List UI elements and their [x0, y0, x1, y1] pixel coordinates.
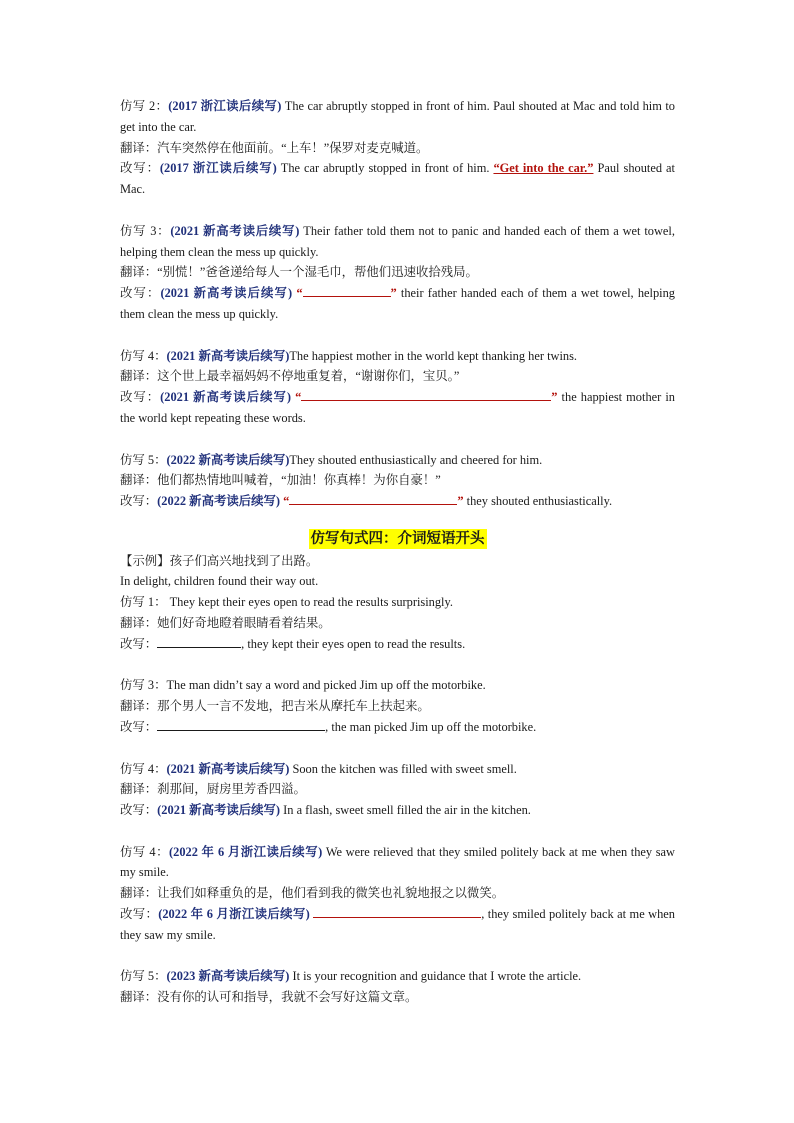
exercise-block-5	[120, 450, 675, 512]
source-tag: (2017 浙江读后续写)	[159, 161, 277, 176]
exercise-sentence	[120, 96, 675, 138]
exercise-block-4	[120, 346, 675, 429]
exercise-label: 仿写 3：	[120, 223, 171, 238]
source-tag: (2021 新高考读后续写)	[157, 803, 281, 818]
rewrite-label: 改写：	[120, 286, 161, 301]
fill-in-blank[interactable]	[157, 635, 241, 648]
translation-line	[120, 138, 675, 159]
exercise-label: 仿写 3：	[120, 678, 167, 693]
source-tag: (2022 新高考读后续写)	[166, 452, 290, 467]
close-quote: ”	[457, 494, 464, 509]
translation-label: 翻译：	[120, 369, 158, 384]
exercise-block-2	[120, 96, 675, 200]
rewrite-line	[120, 717, 675, 738]
close-quote: ”	[390, 286, 397, 301]
exercise-label: 仿写 2：	[120, 99, 169, 113]
close-quote: ”	[551, 390, 558, 405]
rewrite-label: 改写：	[120, 907, 159, 922]
rewrite-line	[120, 491, 675, 512]
example-english: In delight, children found their way out.	[120, 574, 319, 589]
open-quote: “	[283, 494, 290, 509]
section-heading-wrap	[120, 529, 675, 550]
exercise-block-p4b	[120, 842, 675, 946]
original-sentence: The car abruptly stopped in front of him. Paul shouted at Mac and told him to get into the car.	[120, 99, 675, 134]
source-tag: (2023 新高考读后续写)	[166, 969, 290, 984]
section-heading: 仿写句式四：介词短语开头	[310, 530, 485, 547]
exercise-label: 仿写 5：	[120, 969, 167, 984]
translation-label: 翻译：	[120, 990, 158, 1005]
fill-in-blank[interactable]	[313, 905, 481, 918]
exercise-label: 仿写 5：	[120, 452, 167, 467]
rewrite-text: the happiest mother in the world kept repeating these words.	[120, 390, 675, 425]
fill-in-blank[interactable]	[303, 284, 391, 297]
translation-line	[120, 366, 675, 387]
translation-line	[120, 883, 675, 904]
rewrite-label: 改写：	[120, 803, 158, 818]
exercise-block-p3	[120, 675, 675, 737]
original-sentence: They kept their eyes open to read the results surprisingly.	[166, 595, 453, 610]
exercise-sentence	[120, 346, 675, 367]
rewrite-label: 改写：	[120, 719, 158, 734]
rewrite-text: Paul shouted at Mac.	[120, 161, 675, 197]
fill-in-blank[interactable]	[301, 388, 551, 401]
open-quote: “	[296, 286, 303, 301]
exercise-block-p5	[120, 966, 675, 1008]
source-tag: (2017 浙江读后续写)	[168, 99, 282, 113]
exercise-block-p4a	[120, 759, 675, 821]
translation-text: 他们都热情地叫喊着，“加油！你真棒！为你自豪！”	[157, 473, 441, 488]
translation-line	[120, 696, 675, 717]
exercise-sentence	[120, 966, 675, 987]
example-block	[120, 551, 675, 655]
translation-label: 翻译：	[120, 782, 158, 797]
rewrite-text: they shouted enthusiastically.	[463, 494, 613, 509]
source-tag: (2021 新高考读后续写)	[160, 390, 291, 405]
translation-label: 翻译：	[120, 615, 158, 630]
open-quote: “	[295, 390, 302, 405]
rewrite-line	[120, 387, 675, 429]
exercise-sentence	[120, 759, 675, 780]
rewrite-line	[120, 634, 675, 655]
example-chinese-line	[120, 551, 675, 572]
original-sentence: Their father told them not to panic and handed each of them a wet towel, helping them clean the mess up quickly.	[120, 223, 675, 259]
rewrite-label: 改写：	[120, 636, 158, 651]
original-sentence: Soon the kitchen was filled with sweet smell.	[289, 761, 517, 776]
highlighted-quote: “Get into the car.”	[493, 161, 594, 176]
exercise-label: 仿写 4：	[120, 761, 167, 776]
translation-label: 翻译：	[120, 886, 158, 901]
rewrite-text: , they smiled politely back at me when they saw my smile.	[120, 907, 675, 942]
exercise-block-3	[120, 221, 675, 325]
original-sentence: They shouted enthusiastically and cheered for him.	[289, 452, 543, 467]
example-label: 【示例】	[120, 553, 170, 568]
exercise-sentence	[120, 450, 675, 471]
exercise-sentence	[120, 221, 675, 263]
translation-line	[120, 987, 675, 1008]
original-sentence: The man didn’t say a word and picked Jim up off the motorbike.	[166, 678, 486, 693]
source-tag: (2021 新高考读后续写)	[166, 761, 290, 776]
original-sentence: We were relieved that they smiled politely back at me when they saw my smile.	[120, 844, 675, 880]
translation-text: “别慌！”爸爸递给每人一个湿毛巾，帮他们迅速收拾残局。	[157, 265, 478, 280]
translation-text: 汽车突然停在他面前。“上车！”保罗对麦克喊道。	[157, 140, 429, 155]
translation-text: 刹那间，厨房里芳香四溢。	[157, 782, 306, 797]
translation-text: 让我们如释重负的是，他们看到我的微笑也礼貌地报之以微笑。	[157, 886, 505, 901]
rewrite-label: 改写：	[120, 390, 161, 405]
translation-label: 翻译：	[120, 140, 158, 155]
exercise-sentence	[120, 675, 675, 696]
source-tag: (2021 新高考读后续写)	[160, 286, 293, 301]
rewrite-text: In a flash, sweet smell filled the air in the kitchen.	[280, 803, 531, 818]
exercise-sentence	[120, 592, 675, 613]
fill-in-blank[interactable]	[289, 492, 457, 505]
rewrite-text: The car abruptly stopped in front of him.	[276, 161, 494, 176]
source-tag: (2021 新高考读后续写)	[166, 348, 290, 363]
fill-in-blank[interactable]	[157, 718, 325, 731]
rewrite-label: 改写：	[120, 494, 158, 509]
translation-line	[120, 779, 675, 800]
rewrite-line	[120, 904, 675, 946]
source-tag: (2022 年 6 月浙江读后续写)	[169, 844, 323, 859]
exercise-sentence	[120, 842, 675, 884]
rewrite-line	[120, 158, 675, 200]
example-chinese: 孩子们高兴地找到了出路。	[169, 553, 319, 568]
document-page	[120, 96, 675, 1029]
translation-label: 翻译：	[120, 473, 158, 488]
rewrite-line	[120, 800, 675, 821]
source-tag: (2021 新高考读后续写)	[170, 223, 300, 238]
source-tag: (2022 年 6 月浙江读后续写)	[158, 907, 310, 922]
rewrite-text: , they kept their eyes open to read the results.	[241, 636, 466, 651]
rewrite-line	[120, 283, 675, 325]
rewrite-text: , the man picked Jim up off the motorbike.	[325, 719, 537, 734]
original-sentence: The happiest mother in the world kept thanking her twins.	[289, 348, 578, 363]
translation-text: 这个世上最幸福妈妈不停地重复着，“谢谢你们，宝贝。”	[157, 369, 460, 384]
translation-label: 翻译：	[120, 699, 158, 714]
exercise-label: 仿写 4：	[120, 348, 167, 363]
source-tag: (2022 新高考读后续写)	[157, 494, 281, 509]
translation-label: 翻译：	[120, 265, 158, 280]
translation-line	[120, 262, 675, 283]
rewrite-text: their father handed each of them a wet towel, helping them clean the mess up quickly.	[120, 286, 676, 321]
original-sentence: It is your recognition and guidance that I wrote the article.	[289, 969, 582, 984]
translation-line	[120, 470, 675, 491]
exercise-label: 仿写 4：	[120, 844, 169, 859]
rewrite-label: 改写：	[120, 161, 160, 176]
translation-line	[120, 613, 675, 634]
exercise-label: 仿写 1：	[120, 595, 167, 610]
translation-text: 她们好奇地瞪着眼睛看着结果。	[157, 615, 331, 630]
translation-text: 那个男人一言不发地，把吉米从摩托车上扶起来。	[157, 699, 430, 714]
translation-text: 没有你的认可和指导，我就不会写好这篇文章。	[157, 990, 418, 1005]
